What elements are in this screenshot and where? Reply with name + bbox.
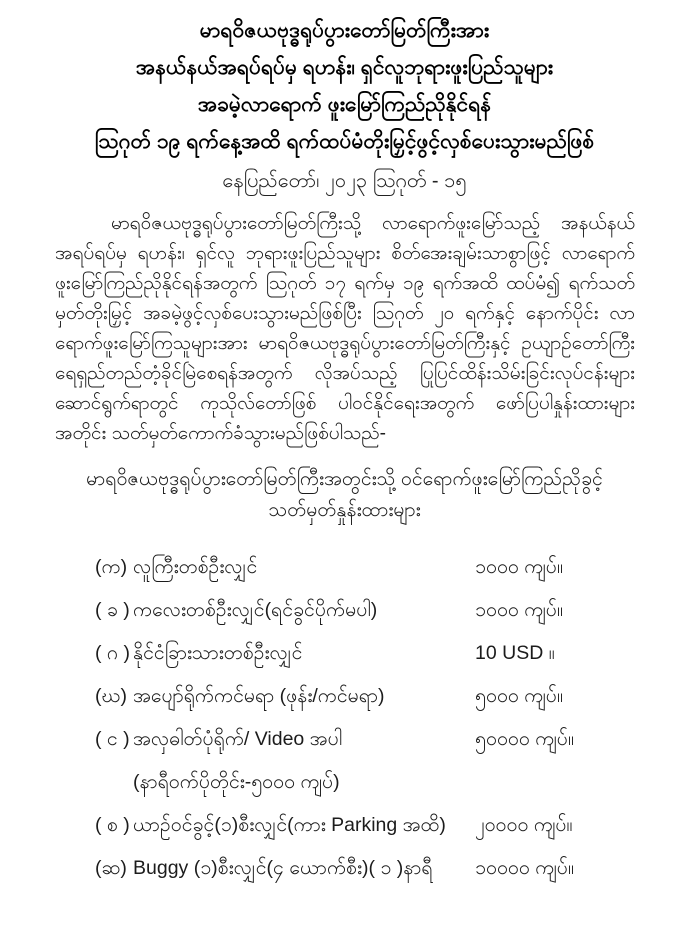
- document-title-block: [0, 12, 689, 160]
- title-line-1: မာရဝိဇယဗုဒ္ဓရုပ်ပွားတော်မြတ်ကြီးအား: [199, 19, 490, 42]
- fee-item-marker: ( ဂ ): [95, 642, 130, 664]
- fee-list: [0, 552, 689, 883]
- dateline: နေပြည်တော်၊ ၂၀၂၃ ဩဂုတ် - ၁၅: [222, 170, 467, 192]
- title-line-3: အခမဲ့လာရောက် ဖူးမြော်ကြည်ညိုနိုင်ရန်: [197, 93, 492, 116]
- fee-item-label: ကလေးတစ်ဦးလျှင်(ရင်ခွင်ပိုက်မပါ): [133, 599, 378, 621]
- fee-item-marker: ( စ ): [95, 814, 130, 836]
- fee-row-gha: [95, 681, 689, 711]
- fee-item-price: ၁၀၀၀ ကျပ်။: [475, 599, 563, 621]
- fee-row-nga: [95, 724, 689, 754]
- fee-section-heading-line-2: သတ်မှတ်နှုန်းထားများ: [268, 499, 421, 521]
- title-line-4: ဩဂုတ် ၁၉ ရက်နေ့အထိ ရက်ထပ်မံတိုးမြှင့်ဖွင့်လှစ်ပေးသွားမည်ဖြစ်: [94, 130, 595, 153]
- fee-item-marker: (ဆ): [95, 857, 127, 879]
- fee-item-marker: (ဃ): [95, 685, 128, 707]
- fee-row-hsa: [95, 853, 689, 883]
- fee-item-price: 10 USD ။: [475, 642, 555, 664]
- fee-item-label: နိုင်ငံခြားသားတစ်ဦးလျှင်: [133, 642, 303, 664]
- fee-item-marker: (က): [95, 556, 128, 578]
- title-line-2: အနယ်နယ်အရပ်ရပ်မှ ရဟန်း၊ ရှင်လူဘုရားဖူးပြည်သူများ: [135, 56, 554, 79]
- fee-item-label: အပျော်ရိုက်ကင်မရာ (ဖုန်း/ကင်မရာ): [133, 685, 385, 707]
- fee-row-sa: [95, 810, 689, 840]
- fee-item-price: ၅၀၀၀၀ ကျပ်။: [475, 728, 574, 750]
- fee-section-heading-line-1: မာရဝိဇယဗုဒ္ဓရုပ်ပွားတော်မြတ်ကြီးအတွင်းသို့ ဝင်ရောက်ဖူးမြော်ကြည်ညိုခွင့်: [86, 468, 603, 490]
- fee-row-ka: [95, 552, 689, 582]
- fee-item-label: Buggy (၁)စီးလျှင်(၄ ယောက်စီး)( ၁ )နာရီ: [133, 857, 433, 879]
- fee-item-marker: ( င ): [95, 728, 130, 750]
- body-paragraph: မာရဝိဇယဗုဒ္ဓရုပ်ပွားတော်မြတ်ကြီးသို့ လာရောက်ဖူးမြော်သည့် အနယ်နယ်အရပ်ရပ်မှ ရဟန်း၊ ရှင်လူ ဘုရားဖူးပြည်သူများ စိတ်အေးချမ်းသာစွာဖြင့် လာရောက်ဖူးမြော်ကြည်ညိုနိုင်ရန်အတွက် ဩဂုတ် ၁၇ ရက်မှ ၁၉ ရက်အထိ ထပ်မံ၍ ရက်သတ်မှတ်တိုးမြှင့် အခမဲ့ဖွင့်လှစ်ပေးသွားမည်ဖြစ်ပြီး ဩဂုတ် ၂၀ ရက်နှင့် နောက်ပိုင်း လာရောက်ဖူးမြော်ကြသူများအား မာရဝိဇယဗုဒ္ဓရုပ်ပွားတော်မြတ်ကြီးနှင့် ဥယျာဉ်တော်ကြီး ရေရှည်တည်တံ့ခိုင်မြဲစေရန်အတွက် လိုအပ်သည့် ပြုပြင်ထိန်းသိမ်းခြင်းလုပ်ငန်းများ ဆောင်ရွက်ရာတွင် ကုသိုလ်တော်ဖြစ် ပါဝင်နိုင်ရေးအတွက် ဖော်ပြပါနှုန်းထားများအတိုင်း သတ်မှတ်ကောက်ခံသွားမည်ဖြစ်ပါသည်-: [55, 213, 635, 444]
- fee-item-marker: ( ခ ): [95, 599, 130, 621]
- fee-item-label: ယာဉ်ဝင်ခွင့်(၁)စီးလျှင်(ကား Parking အထိ): [133, 814, 446, 836]
- fee-item-label: လူကြီးတစ်ဦးလျှင်: [133, 556, 258, 578]
- fee-section-heading: [0, 464, 689, 526]
- fee-row-kha: [95, 595, 689, 625]
- fee-item-note: (နာရီဝက်ပိုတိုင်း-၅၀၀၀ ကျပ်): [133, 771, 340, 793]
- fee-row-ga: [95, 638, 689, 668]
- fee-item-price: ၁၀၀၀ ကျပ်။: [475, 556, 563, 578]
- fee-item-price: ၂၀၀၀၀ ကျပ်။: [475, 814, 573, 836]
- fee-item-label: အလှဓါတ်ပုံရိုက်/ Video အပါ: [133, 728, 343, 750]
- fee-item-price: ၁၀၀၀၀ ကျပ်။: [475, 857, 574, 879]
- fee-item-price: ၅၀၀၀ ကျပ်။: [475, 685, 563, 707]
